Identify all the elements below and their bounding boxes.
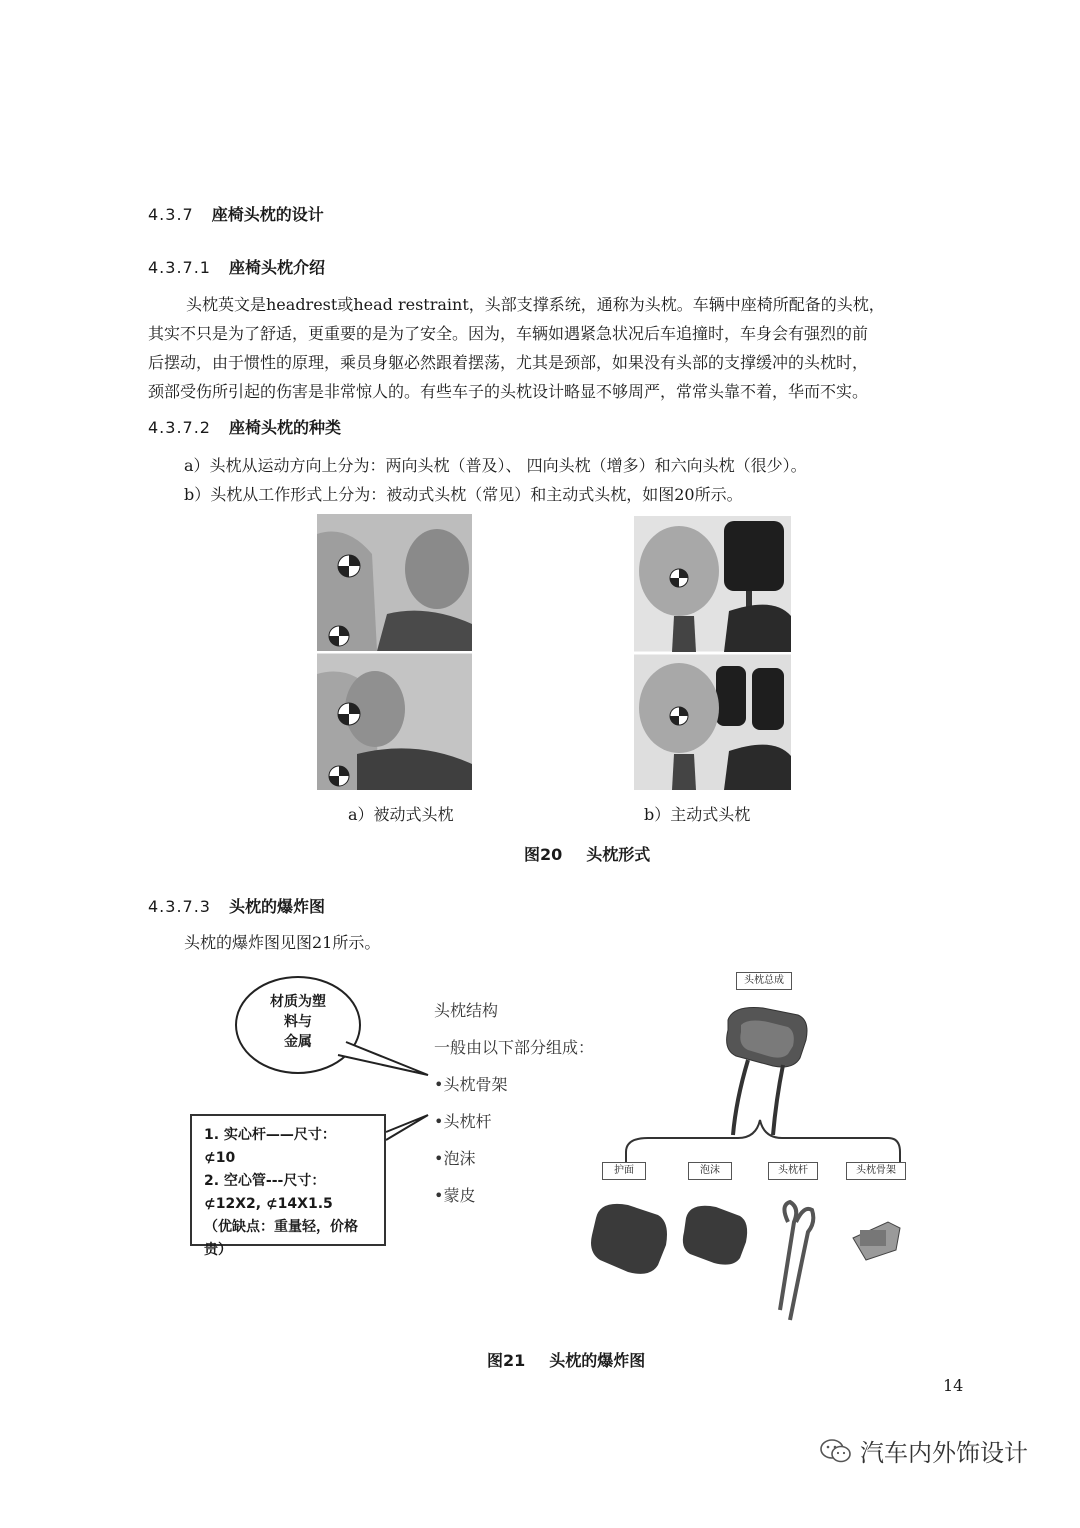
section-heading-4-3-7-1 (148, 255, 325, 278)
assembly-tag: 头枕总成 (736, 972, 792, 990)
wechat-icon (820, 1438, 852, 1464)
structure-item: •蒙皮 (434, 1186, 476, 1205)
paragraph-line: 后摆动，由于惯性的原理，乘员身躯必然跟着摆荡，尤其是颈部，如果没有头部的支撑缓冲的头枕时， (148, 353, 869, 372)
figure20-caption-b: b）主动式头枕 (644, 805, 751, 824)
figure21-caption (487, 1348, 645, 1371)
page-number: 14 (943, 1376, 964, 1395)
paragraph-line: 头枕英文是headrest或head restraint，头部支撑系统，通称为头枕。车辆中座椅所配备的头枕， (186, 295, 885, 314)
section-number: 4.3.7.1 (148, 258, 211, 277)
spec-line: 2. 空心管---尺寸： (204, 1173, 326, 1189)
part-tag: 头枕骨架 (846, 1162, 906, 1180)
figure-title: 头枕形式 (586, 845, 651, 864)
types-item: b）头枕从工作形式上分为：被动式头枕（常见）和主动式头枕，如图20所示。 (184, 485, 743, 504)
figure-number: 图20 (524, 845, 563, 864)
watermark-text: 汽车内外饰设计 (860, 1439, 1028, 1467)
part-tag: 泡沫 (688, 1162, 732, 1180)
bubble-line: 材质为塑 (270, 994, 326, 1010)
structure-item: •泡沫 (434, 1149, 476, 1168)
spec-line: ⊄12X2, ⊄14X1.5 (204, 1196, 333, 1212)
structure-title: 头枕结构 (434, 1001, 499, 1020)
figure-number: 图21 (487, 1351, 526, 1370)
explode-intro: 头枕的爆炸图见图21所示。 (184, 933, 381, 952)
section-number: 4.3.7 (148, 205, 194, 224)
spec-line: 1. 实心杆——尺寸： ⊄10 (204, 1127, 336, 1166)
bubble-line: 金属 (284, 1034, 312, 1050)
spec-line: 贵） (204, 1242, 232, 1258)
part-tag: 头枕杆 (768, 1162, 818, 1180)
rod-spec-box (190, 1114, 386, 1258)
figure-title: 头枕的爆炸图 (549, 1351, 646, 1370)
section-title: 座椅头枕介绍 (228, 258, 325, 277)
structure-item: •头枕杆 (434, 1112, 492, 1131)
section-number: 4.3.7.3 (148, 897, 211, 916)
section-heading-4-3-7-3 (148, 894, 325, 917)
section-title: 座椅头枕的设计 (211, 205, 324, 224)
structure-list (434, 992, 594, 1214)
section-title: 座椅头枕的种类 (228, 418, 341, 437)
material-bubble (248, 992, 348, 1052)
structure-item: •头枕骨架 (434, 1075, 508, 1094)
section-number: 4.3.7.2 (148, 418, 211, 437)
bubble-line: 料与 (284, 1014, 312, 1030)
section-title: 头枕的爆炸图 (228, 897, 325, 916)
figure20-caption (524, 842, 650, 865)
types-item: a）头枕从运动方向上分为：两向头枕（普及）、 四向头枕（增多）和六向头枕（很少）。 (184, 456, 807, 475)
figure20-caption-a: a）被动式头枕 (348, 805, 454, 824)
intro-paragraph (148, 290, 948, 406)
section-heading-4-3-7-2 (148, 415, 341, 438)
watermark (820, 1433, 1028, 1468)
headrest-exploded-diagram (188, 960, 928, 1340)
passive-headrest-photo (317, 514, 472, 790)
structure-subtitle: 一般由以下部分组成： (434, 1038, 595, 1057)
spec-line: （优缺点：重量轻，价格 (204, 1219, 358, 1235)
part-tag: 护面 (602, 1162, 646, 1180)
types-list (184, 451, 944, 509)
active-headrest-photo (634, 516, 791, 790)
section-heading-4-3-7 (148, 202, 324, 225)
paragraph-line: 颈部受伤所引起的伤害是非常惊人的。有些车子的头枕设计略显不够周严，常常头靠不着，华而不实。 (148, 382, 869, 401)
paragraph-line: 其实不只是为了舒适，更重要的是为了安全。因为，车辆如遇紧急状况后车追撞时，车身会有强烈的前 (148, 324, 869, 343)
